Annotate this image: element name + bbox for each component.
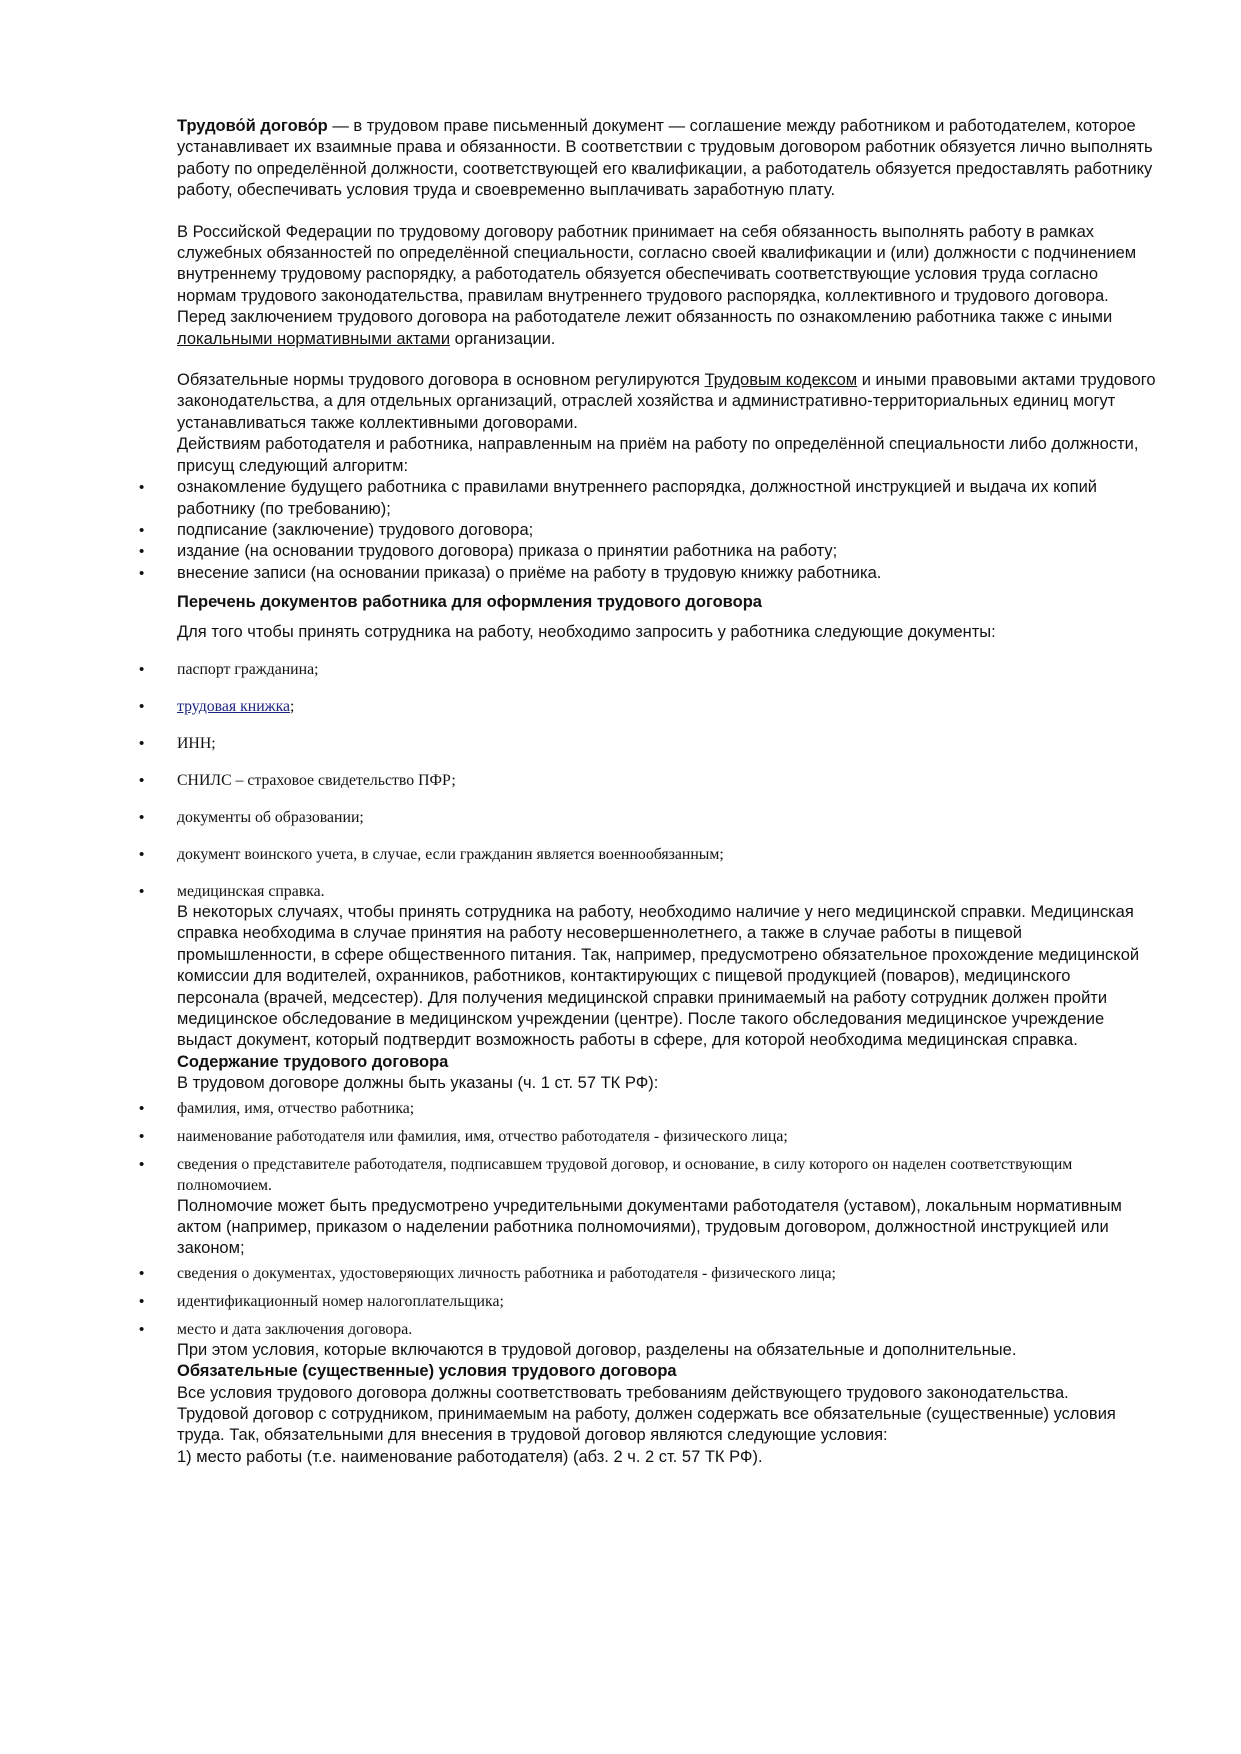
bullet-icon: • bbox=[139, 734, 145, 752]
list-item-text: наименование работодателя или фамилия, имя, отчество работодателя - физического лица; bbox=[177, 1127, 788, 1145]
bullet-icon: • bbox=[139, 1127, 145, 1145]
list-item-text: идентификационный номер налогоплательщика; bbox=[177, 1292, 504, 1310]
bullet-icon: • bbox=[139, 521, 145, 539]
list-item-text: ИНН; bbox=[177, 734, 216, 752]
list-item bbox=[139, 770, 1157, 791]
documents-heading: Перечень документов работника для оформления трудового договора bbox=[177, 593, 762, 612]
documents-list bbox=[139, 659, 1157, 902]
document-body bbox=[139, 116, 1157, 1468]
list-item-text: фамилия, имя, отчество работника; bbox=[177, 1099, 415, 1117]
work-book-link[interactable]: трудовая книжка bbox=[177, 697, 291, 715]
bullet-icon: • bbox=[139, 479, 145, 497]
bullet-icon: • bbox=[139, 771, 145, 789]
list-item bbox=[139, 696, 1157, 717]
bullet-icon: • bbox=[139, 1155, 145, 1173]
mandatory-paragraph-1: Все условия трудового договора должны соответствовать требованиям действующего трудового законодательства. bbox=[177, 1383, 1069, 1402]
norms-after: и иными правовыми актами трудового законодательства, а для отдельных организаций, отраслей хозяйства и административно-территориальных единиц могут устанавливаться также коллективными договорами. bbox=[177, 371, 1156, 432]
list-item bbox=[139, 1126, 1157, 1147]
norms-paragraph bbox=[177, 370, 1157, 434]
familiarization-paragraph bbox=[177, 307, 1157, 350]
bullet-icon: • bbox=[139, 697, 145, 715]
content-list-b bbox=[139, 1263, 1157, 1340]
list-item-text: сведения о документах, удостоверяющих личность работника и работодателя - физического лица; bbox=[177, 1264, 836, 1282]
list-item-text: подписание (заключение) трудового договора; bbox=[177, 520, 534, 539]
bullet-icon: • bbox=[139, 845, 145, 863]
list-item-suffix: ; bbox=[290, 697, 295, 715]
content-intro: В трудовом договоре должны быть указаны (ч. 1 ст. 57 ТК РФ): bbox=[177, 1074, 659, 1093]
list-item bbox=[139, 844, 1157, 865]
list-item-text: место и дата заключения договора. bbox=[177, 1320, 413, 1338]
list-item-text: внесение записи (на основании приказа) о приёме на работу в трудовую книжку работника. bbox=[177, 563, 882, 582]
local-acts-link[interactable]: локальными нормативными актами bbox=[177, 329, 451, 348]
list-item-text: документы об образовании; bbox=[177, 808, 364, 826]
content-heading: Содержание трудового договора bbox=[177, 1052, 449, 1071]
list-item bbox=[139, 541, 1157, 562]
list-item bbox=[139, 520, 1157, 541]
intro-text: — в трудовом праве письменный документ — соглашение между работником и работодателем, которое устанавливает их взаимные права и обязанности. В соответствии с трудовым договором работник обязуется лично выполнять работу по определённой должности, соответствующей его квалификации, а работодатель обязуется предоставлять работнику работу, обеспечивать условия труда и своевременно выплачивать заработную плату. bbox=[177, 117, 1153, 200]
bullet-icon: • bbox=[139, 543, 145, 561]
list-item bbox=[139, 563, 1157, 584]
list-item bbox=[139, 1154, 1157, 1196]
list-item-text: СНИЛС – страховое свидетельство ПФР; bbox=[177, 771, 456, 789]
list-item bbox=[139, 659, 1157, 680]
bullet-icon: • bbox=[139, 564, 145, 582]
authority-note: Полномочие может быть предусмотрено учредительными документами работодателя (уставом), локальным нормативным актом (например, приказом о наделении работника полномочиями), трудовым договором, должностной инструкцией или законом; bbox=[177, 1196, 1122, 1258]
list-item bbox=[139, 1263, 1157, 1284]
mandatory-heading: Обязательные (существенные) условия трудового договора bbox=[177, 1362, 677, 1381]
mandatory-paragraph-3: 1) место работы (т.е. наименование работодателя) (абз. 2 ч. 2 ст. 57 ТК РФ). bbox=[177, 1447, 763, 1466]
mandatory-paragraph-2: Трудовой договор с сотрудником, принимаемым на работу, должен содержать все обязательные (существенные) условия труда. Так, обязательными для внесения в трудовой договор являются следующие условия: bbox=[177, 1405, 1116, 1445]
list-item bbox=[139, 1098, 1157, 1119]
content-list-a bbox=[139, 1098, 1157, 1196]
list-item-text: документ воинского учета, в случае, если гражданин является военнообязанным; bbox=[177, 845, 724, 863]
norms-before: Обязательные нормы трудового договора в основном регулируются bbox=[177, 371, 705, 390]
bullet-icon: • bbox=[139, 1320, 145, 1338]
bullet-icon: • bbox=[139, 808, 145, 826]
bullet-icon: • bbox=[139, 882, 145, 900]
algorithm-list bbox=[139, 477, 1157, 584]
bullet-icon: • bbox=[139, 1264, 145, 1282]
familiarization-before: Перед заключением трудового договора на работодателе лежит обязанность по ознакомлению работника также с иными bbox=[177, 308, 1113, 327]
labor-code-link[interactable]: Трудовым кодексом bbox=[704, 371, 858, 390]
list-item bbox=[139, 807, 1157, 828]
intro-term: Трудово́й догово́р bbox=[177, 117, 328, 135]
familiarization-after: организации. bbox=[450, 329, 556, 348]
list-item bbox=[139, 733, 1157, 754]
bullet-icon: • bbox=[139, 660, 145, 678]
algorithm-intro: Действиям работодателя и работника, направленным на приём на работу по определённой специальности либо должности, присущ следующий алгоритм: bbox=[177, 435, 1139, 475]
rf-paragraph: В Российской Федерации по трудовому договору работник принимает на себя обязанность выполнять работу в рамках служебных обязанностей по определённой специальности, согласно своей квалификации и (или) должности с подчинением внутреннему трудовому распорядку, а работодатель обязуется обеспечивать соответствующие условия труда согласно нормам трудового законодательства, правилам внутреннего трудового распорядка, коллективного и трудового договора. bbox=[177, 222, 1137, 305]
list-item bbox=[139, 1291, 1157, 1312]
conditions-note: При этом условия, которые включаются в трудовой договор, разделены на обязательные и дополнительные. bbox=[177, 1340, 1017, 1359]
bullet-icon: • bbox=[139, 1099, 145, 1117]
list-item-text: медицинская справка. bbox=[177, 882, 325, 900]
list-item bbox=[139, 1319, 1157, 1340]
list-item bbox=[139, 881, 1157, 902]
documents-intro: Для того чтобы принять сотрудника на работу, необходимо запросить у работника следующие документы: bbox=[177, 622, 996, 641]
list-item-text: ознакомление будущего работника с правилами внутреннего распорядка, должностной инструкцией и выдача их копий работнику (по требованию); bbox=[177, 478, 1098, 518]
list-item-text: паспорт гражданина; bbox=[177, 660, 319, 678]
medical-paragraph: В некоторых случаях, чтобы принять сотрудника на работу, необходимо наличие у него медицинской справки. Медицинская справка необходима в случае принятия на работу несовершеннолетнего, а также в случае работы в пищевой промышленности, в сфере общественного питания. Так, например, предусмотрено обязательное прохождение медицинской комиссии для водителей, охранников, работников, контактирующих с пищевой продукцией (поваров), медицинского персонала (врачей, медсестер). Для получения медицинской справки принимаемый на работу сотрудник должен пройти медицинское обследование в медицинском учреждении (центре). После такого обследования медицинское учреждение выдаст документ, который подтвердит возможность работы в сфере, для которой необходима медицинская справка. bbox=[177, 902, 1140, 1050]
bullet-icon: • bbox=[139, 1292, 145, 1310]
intro-paragraph bbox=[177, 116, 1157, 202]
list-item-text: сведения о представителе работодателя, подписавшем трудовой договор, и основание, в силу которого он наделен соответствующим полномочием. bbox=[177, 1155, 1073, 1194]
list-item bbox=[139, 477, 1157, 520]
list-item-text: издание (на основании трудового договора) приказа о принятии работника на работу; bbox=[177, 542, 838, 561]
